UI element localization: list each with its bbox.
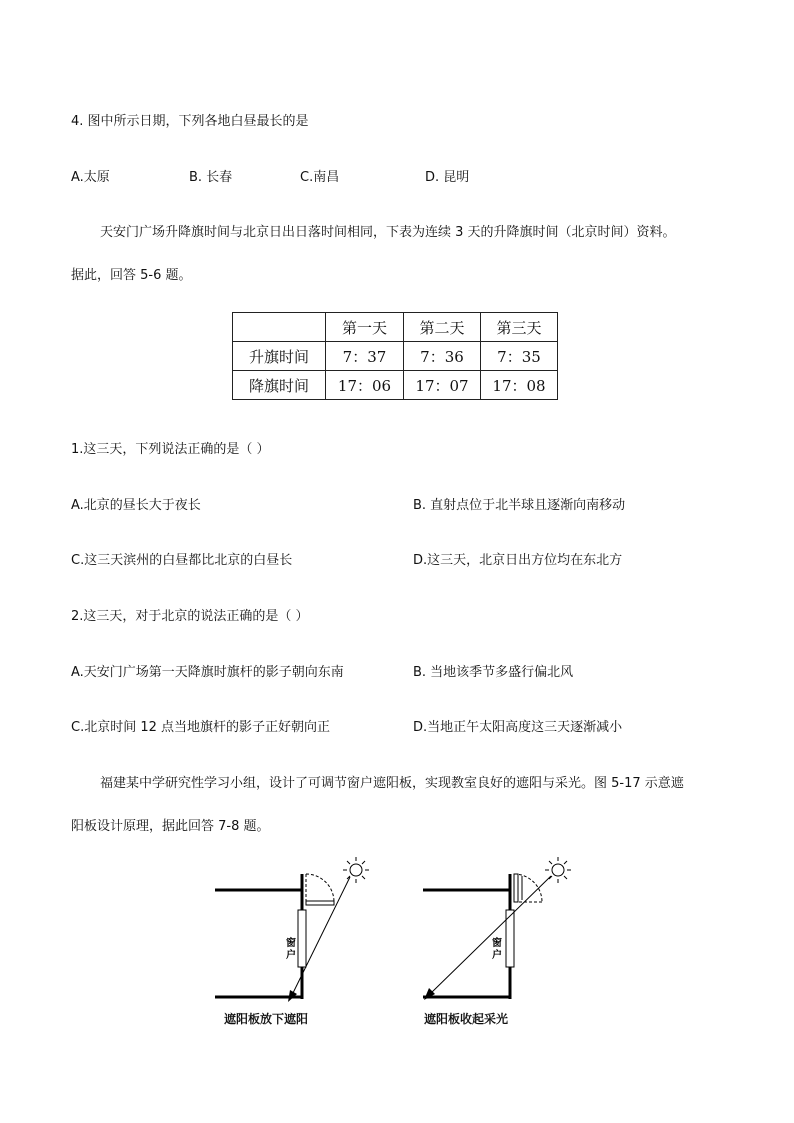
passage2-line1: 福建某中学研究性学习小组，设计了可调节窗户遮阳板，实现教室良好的遮阳与采光。图 5-17 示意遮 [100,776,684,791]
table-header-cell [233,313,326,342]
q2-option-a: A.天安门广场第一天降旗时旗杆的影子朝向东南 [71,665,344,680]
table-cell: 17：08 [481,371,558,400]
q2-option-d: D.当地正午太阳高度这三天逐渐减小 [413,720,623,735]
table-header-cell: 第三天 [481,313,558,342]
sunshade-lowered-diagram [210,852,380,1007]
left-figure-caption: 遮阳板放下遮阳 [224,1012,309,1026]
flag-time-table [232,312,558,400]
q1-option-b: B. 直射点位于北半球且逐渐向南移动 [413,498,626,513]
sunshade-raised-diagram [418,852,588,1007]
table-row [233,371,558,400]
table-header-cell: 第一天 [326,313,404,342]
q4-option-a: A.太原 [71,170,110,185]
table-cell: 7：37 [326,342,404,371]
passage1-line2: 据此，回答 5-6 题。 [71,268,192,283]
shade-swing-arc [306,874,334,902]
q4-option-c: C.南昌 [300,170,340,185]
q2-stem: 2.这三天，对于北京的说法正确的是（ ） [71,609,309,624]
light-ray [430,876,551,994]
q2-option-c: C.北京时间 12 点当地旗杆的影子正好朝向正 [71,720,331,735]
q2-option-b: B. 当地该季节多盛行偏北风 [413,665,574,680]
table-cell: 17：06 [326,371,404,400]
window-label: 窗户 [286,938,296,961]
q4-option-b: B. 长春 [189,170,233,185]
table-cell: 7：35 [481,342,558,371]
table-cell: 升旗时间 [233,342,326,371]
passage2-line2: 阳板设计原理，据此回答 7-8 题。 [71,819,270,834]
sun-rays [545,857,571,883]
q4-option-d: D. 昆明 [425,170,470,185]
table-cell: 17：07 [404,371,481,400]
q1-option-c: C.这三天滨州的白昼都比北京的白昼长 [71,553,293,568]
window-label: 窗户 [492,938,502,961]
q1-stem: 1.这三天，下列说法正确的是（ ） [71,442,270,457]
shade-board [306,901,334,905]
q1-option-a: A.北京的昼长大于夜长 [71,498,201,513]
sun-icon [350,864,362,876]
right-figure-caption: 遮阳板收起采光 [424,1012,509,1026]
table-row [233,342,558,371]
q4-stem: 4. 图中所示日期，下列各地白昼最长的是 [71,114,309,129]
table-cell: 7：36 [404,342,481,371]
window-pane [298,910,306,967]
passage1-line1: 天安门广场升降旗时间与北京日出日落时间相同，下表为连续 3 天的升降旗时间（北京时间）资料。 [100,225,676,240]
table-header-row [233,313,558,342]
table-cell: 降旗时间 [233,371,326,400]
sun-rays [343,857,369,883]
shade-board [514,874,518,902]
q1-option-d: D.这三天，北京日出方位均在东北方 [413,553,623,568]
table-header-cell: 第二天 [404,313,481,342]
sun-icon [552,864,564,876]
